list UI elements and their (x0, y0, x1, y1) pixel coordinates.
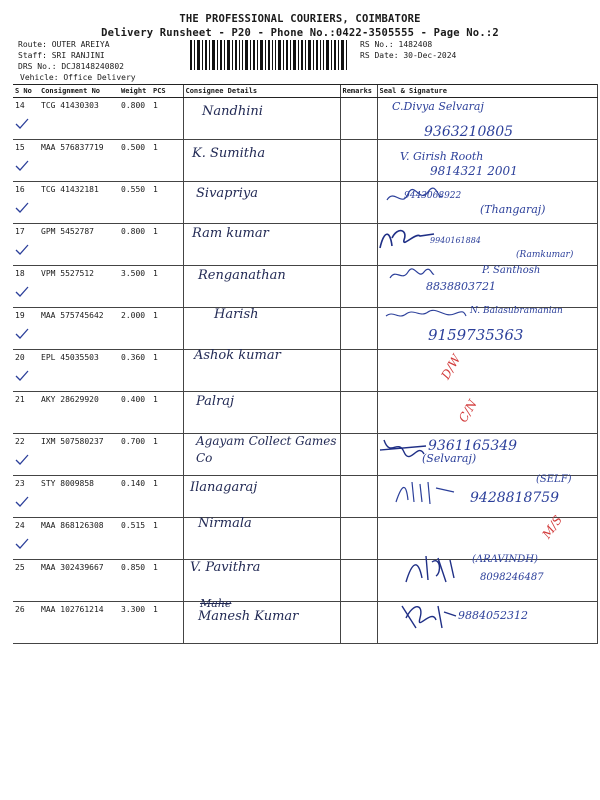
weight-value: 0.700 (119, 434, 151, 476)
consignment-no: EPL 45035503 (39, 350, 119, 392)
receiver-name: V. Girish Rooth (400, 150, 484, 163)
red-remark-mark: C/N (455, 397, 480, 425)
remarks-cell (340, 476, 377, 518)
col-sno: S No (13, 85, 39, 98)
weight-value: 0.800 (119, 98, 151, 140)
struck-word: Mahe (200, 597, 232, 610)
row-sno: 26 (15, 605, 25, 614)
seal-cell (377, 350, 597, 392)
col-weight: Weight (119, 85, 151, 98)
row-sno-cell (13, 266, 39, 308)
receiver-name: (SELF) (536, 474, 572, 485)
consignment-no: MAA 302439667 (39, 560, 119, 602)
route-label: Route: OUTER AREIYA (18, 40, 110, 49)
consignment-no: TCG 41432181 (39, 182, 119, 224)
consignment-no: GPM 5452787 (39, 224, 119, 266)
col-consignment: Consignment No (39, 85, 119, 98)
checkmark-icon (15, 202, 29, 214)
remarks-cell (340, 518, 377, 560)
checkmark-icon (15, 538, 29, 550)
checkmark-icon (15, 328, 29, 340)
checkmark-icon (15, 244, 29, 256)
pcs-value: 1 (151, 266, 183, 308)
pcs-value: 1 (151, 98, 183, 140)
table-row (13, 224, 597, 266)
row-sno: 22 (15, 437, 25, 446)
consignee-name-handwritten: Ram kumar (192, 226, 269, 241)
receiver-name: N. Balasubramanian (470, 306, 563, 316)
consignee-name-handwritten: Ilanagaraj (190, 480, 258, 495)
consignment-no: TCG 41430303 (39, 98, 119, 140)
remarks-cell (340, 308, 377, 350)
consignee-name-handwritten: Manesh Kumar (198, 609, 299, 624)
table-row (13, 392, 597, 434)
staff-label: Staff: SRI RANJINI (18, 51, 105, 60)
row-sno-cell (13, 224, 39, 266)
red-remark-mark: M/S (539, 512, 566, 542)
receiver-name: (Thangaraj) (480, 203, 546, 216)
runsheet-subtitle: Delivery Runsheet - P20 - Phone No.:0422-3505555 - Page No.:2 (101, 27, 499, 39)
receiver-name: P. Santhosh (482, 265, 541, 276)
consignment-no: MAA 868126308 (39, 518, 119, 560)
weight-value: 0.515 (119, 518, 151, 560)
pcs-value: 1 (151, 560, 183, 602)
weight-value: 0.800 (119, 224, 151, 266)
weight-value: 0.360 (119, 350, 151, 392)
consignment-no: IXM 507580237 (39, 434, 119, 476)
pcs-value: 1 (151, 476, 183, 518)
consignee-name-handwritten: Palraj (196, 394, 235, 409)
weight-value: 0.140 (119, 476, 151, 518)
signature-scribble (376, 226, 436, 254)
receiver-phone: 9363210805 (424, 124, 514, 140)
consignee-name-handwritten: K. Sumitha (192, 146, 266, 161)
consignment-no: AKY 28629920 (39, 392, 119, 434)
remarks-cell (340, 182, 377, 224)
pcs-value: 1 (151, 224, 183, 266)
checkmark-icon (15, 370, 29, 382)
drs-number: DRS No.: DCJ8148240802 (18, 62, 124, 71)
row-sno-cell (13, 308, 39, 350)
table-row (13, 350, 597, 392)
row-sno-cell (13, 98, 39, 140)
signature-scribble (388, 266, 436, 284)
row-sno: 19 (15, 311, 25, 320)
weight-value: 0.850 (119, 560, 151, 602)
pcs-value: 1 (151, 182, 183, 224)
col-remarks: Remarks (340, 85, 377, 98)
weight-value: 3.500 (119, 266, 151, 308)
consignee-name-handwritten: Nandhini (202, 104, 263, 119)
remarks-cell (340, 602, 377, 644)
remarks-cell (340, 224, 377, 266)
receiver-phone: 9428818759 (470, 490, 560, 506)
checkmark-icon (15, 118, 29, 130)
pcs-value: 1 (151, 308, 183, 350)
weight-value: 2.000 (119, 308, 151, 350)
checkmark-icon (15, 286, 29, 298)
company-title: THE PROFESSIONAL COURIERS, COIMBATORE (179, 13, 421, 25)
row-sno: 20 (15, 353, 25, 362)
checkmark-icon (15, 454, 29, 466)
row-sno-cell (13, 392, 39, 434)
weight-value: 0.500 (119, 140, 151, 182)
remarks-cell (340, 392, 377, 434)
row-sno-cell (13, 560, 39, 602)
consignment-no: MAA 575745642 (39, 308, 119, 350)
pcs-value: 1 (151, 434, 183, 476)
consignee-name-handwritten: Agayam Collect Games Co (196, 434, 337, 465)
checkmark-icon (15, 496, 29, 508)
weight-value: 0.400 (119, 392, 151, 434)
row-sno: 17 (15, 227, 25, 236)
receiver-phone: 8838803721 (426, 280, 496, 293)
row-sno-cell (13, 182, 39, 224)
row-sno-cell (13, 140, 39, 182)
rs-number: RS No.: 1482408 (360, 40, 433, 49)
consignment-no: VPM 5527512 (39, 266, 119, 308)
pcs-value: 1 (151, 350, 183, 392)
remarks-cell (340, 350, 377, 392)
rs-date: RS Date: 30-Dec-2024 (360, 51, 457, 60)
consignee-name-handwritten: Nirmala (198, 516, 252, 531)
consignee-cell (183, 308, 340, 350)
vehicle-label: Vehicle: Office Delivery (20, 73, 136, 82)
receiver-name: C.Divya Selvaraj (392, 100, 484, 113)
consignment-no: STY 8009858 (39, 476, 119, 518)
row-sno-cell (13, 434, 39, 476)
consignee-name-handwritten: Sivapriya (196, 186, 258, 201)
receiver-phone: 9814321 2001 (430, 164, 518, 178)
receiver-phone: 9443068922 (404, 191, 462, 201)
seal-cell (377, 392, 597, 434)
row-sno: 15 (15, 143, 25, 152)
pcs-value: 1 (151, 602, 183, 644)
receiver-name: (Selvaraj) (422, 452, 477, 465)
receiver-phone: 8098246487 (480, 572, 544, 583)
weight-value: 3.300 (119, 602, 151, 644)
receiver-phone: 9361165349 (428, 438, 518, 454)
row-sno: 25 (15, 563, 25, 572)
pcs-value: 1 (151, 140, 183, 182)
receiver-phone: 9159735363 (428, 326, 524, 344)
remarks-cell (340, 140, 377, 182)
receiver-name: (ARAVINDH) (472, 554, 538, 565)
signature-scribble (384, 186, 444, 212)
receiver-name: (Ramkumar) (516, 250, 574, 260)
remarks-cell (340, 560, 377, 602)
receiver-phone: 9940161884 (430, 236, 481, 245)
row-sno: 21 (15, 395, 25, 404)
col-seal-signature: Seal & Signature (377, 85, 597, 98)
row-sno: 18 (15, 269, 25, 278)
consignee-name-handwritten: V. Pavithra (190, 560, 261, 575)
pcs-value: 1 (151, 518, 183, 560)
signature-scribble (378, 434, 430, 460)
row-sno-cell (13, 350, 39, 392)
red-remark-mark: D/W (438, 352, 464, 382)
table-header-row (13, 85, 597, 98)
row-sno-cell (13, 518, 39, 560)
signature-scribble (392, 478, 458, 508)
signature-scribble (402, 552, 466, 586)
remarks-cell (340, 266, 377, 308)
row-sno: 16 (15, 185, 25, 194)
row-sno-cell (13, 476, 39, 518)
receiver-phone: 9884052312 (458, 609, 528, 622)
barcode-image (188, 40, 348, 70)
table-row (13, 602, 597, 644)
row-sno-cell (13, 602, 39, 644)
row-sno: 24 (15, 521, 25, 530)
remarks-cell (340, 98, 377, 140)
consignee-name-handwritten: Renganathan (198, 268, 286, 283)
row-sno: 14 (15, 101, 25, 110)
col-pcs: PCS (151, 85, 183, 98)
col-consignee-details: Consignee Details (183, 85, 340, 98)
consignee-name-handwritten: Ashok kumar (194, 348, 281, 363)
consignee-name-handwritten: Harish (214, 307, 259, 322)
checkmark-icon (15, 160, 29, 172)
pcs-value: 1 (151, 392, 183, 434)
weight-value: 0.550 (119, 182, 151, 224)
consignment-no: MAA 102761214 (39, 602, 119, 644)
signature-scribble (384, 306, 468, 324)
row-sno: 23 (15, 479, 25, 488)
consignment-no: MAA 576837719 (39, 140, 119, 182)
signature-scribble (398, 598, 458, 632)
